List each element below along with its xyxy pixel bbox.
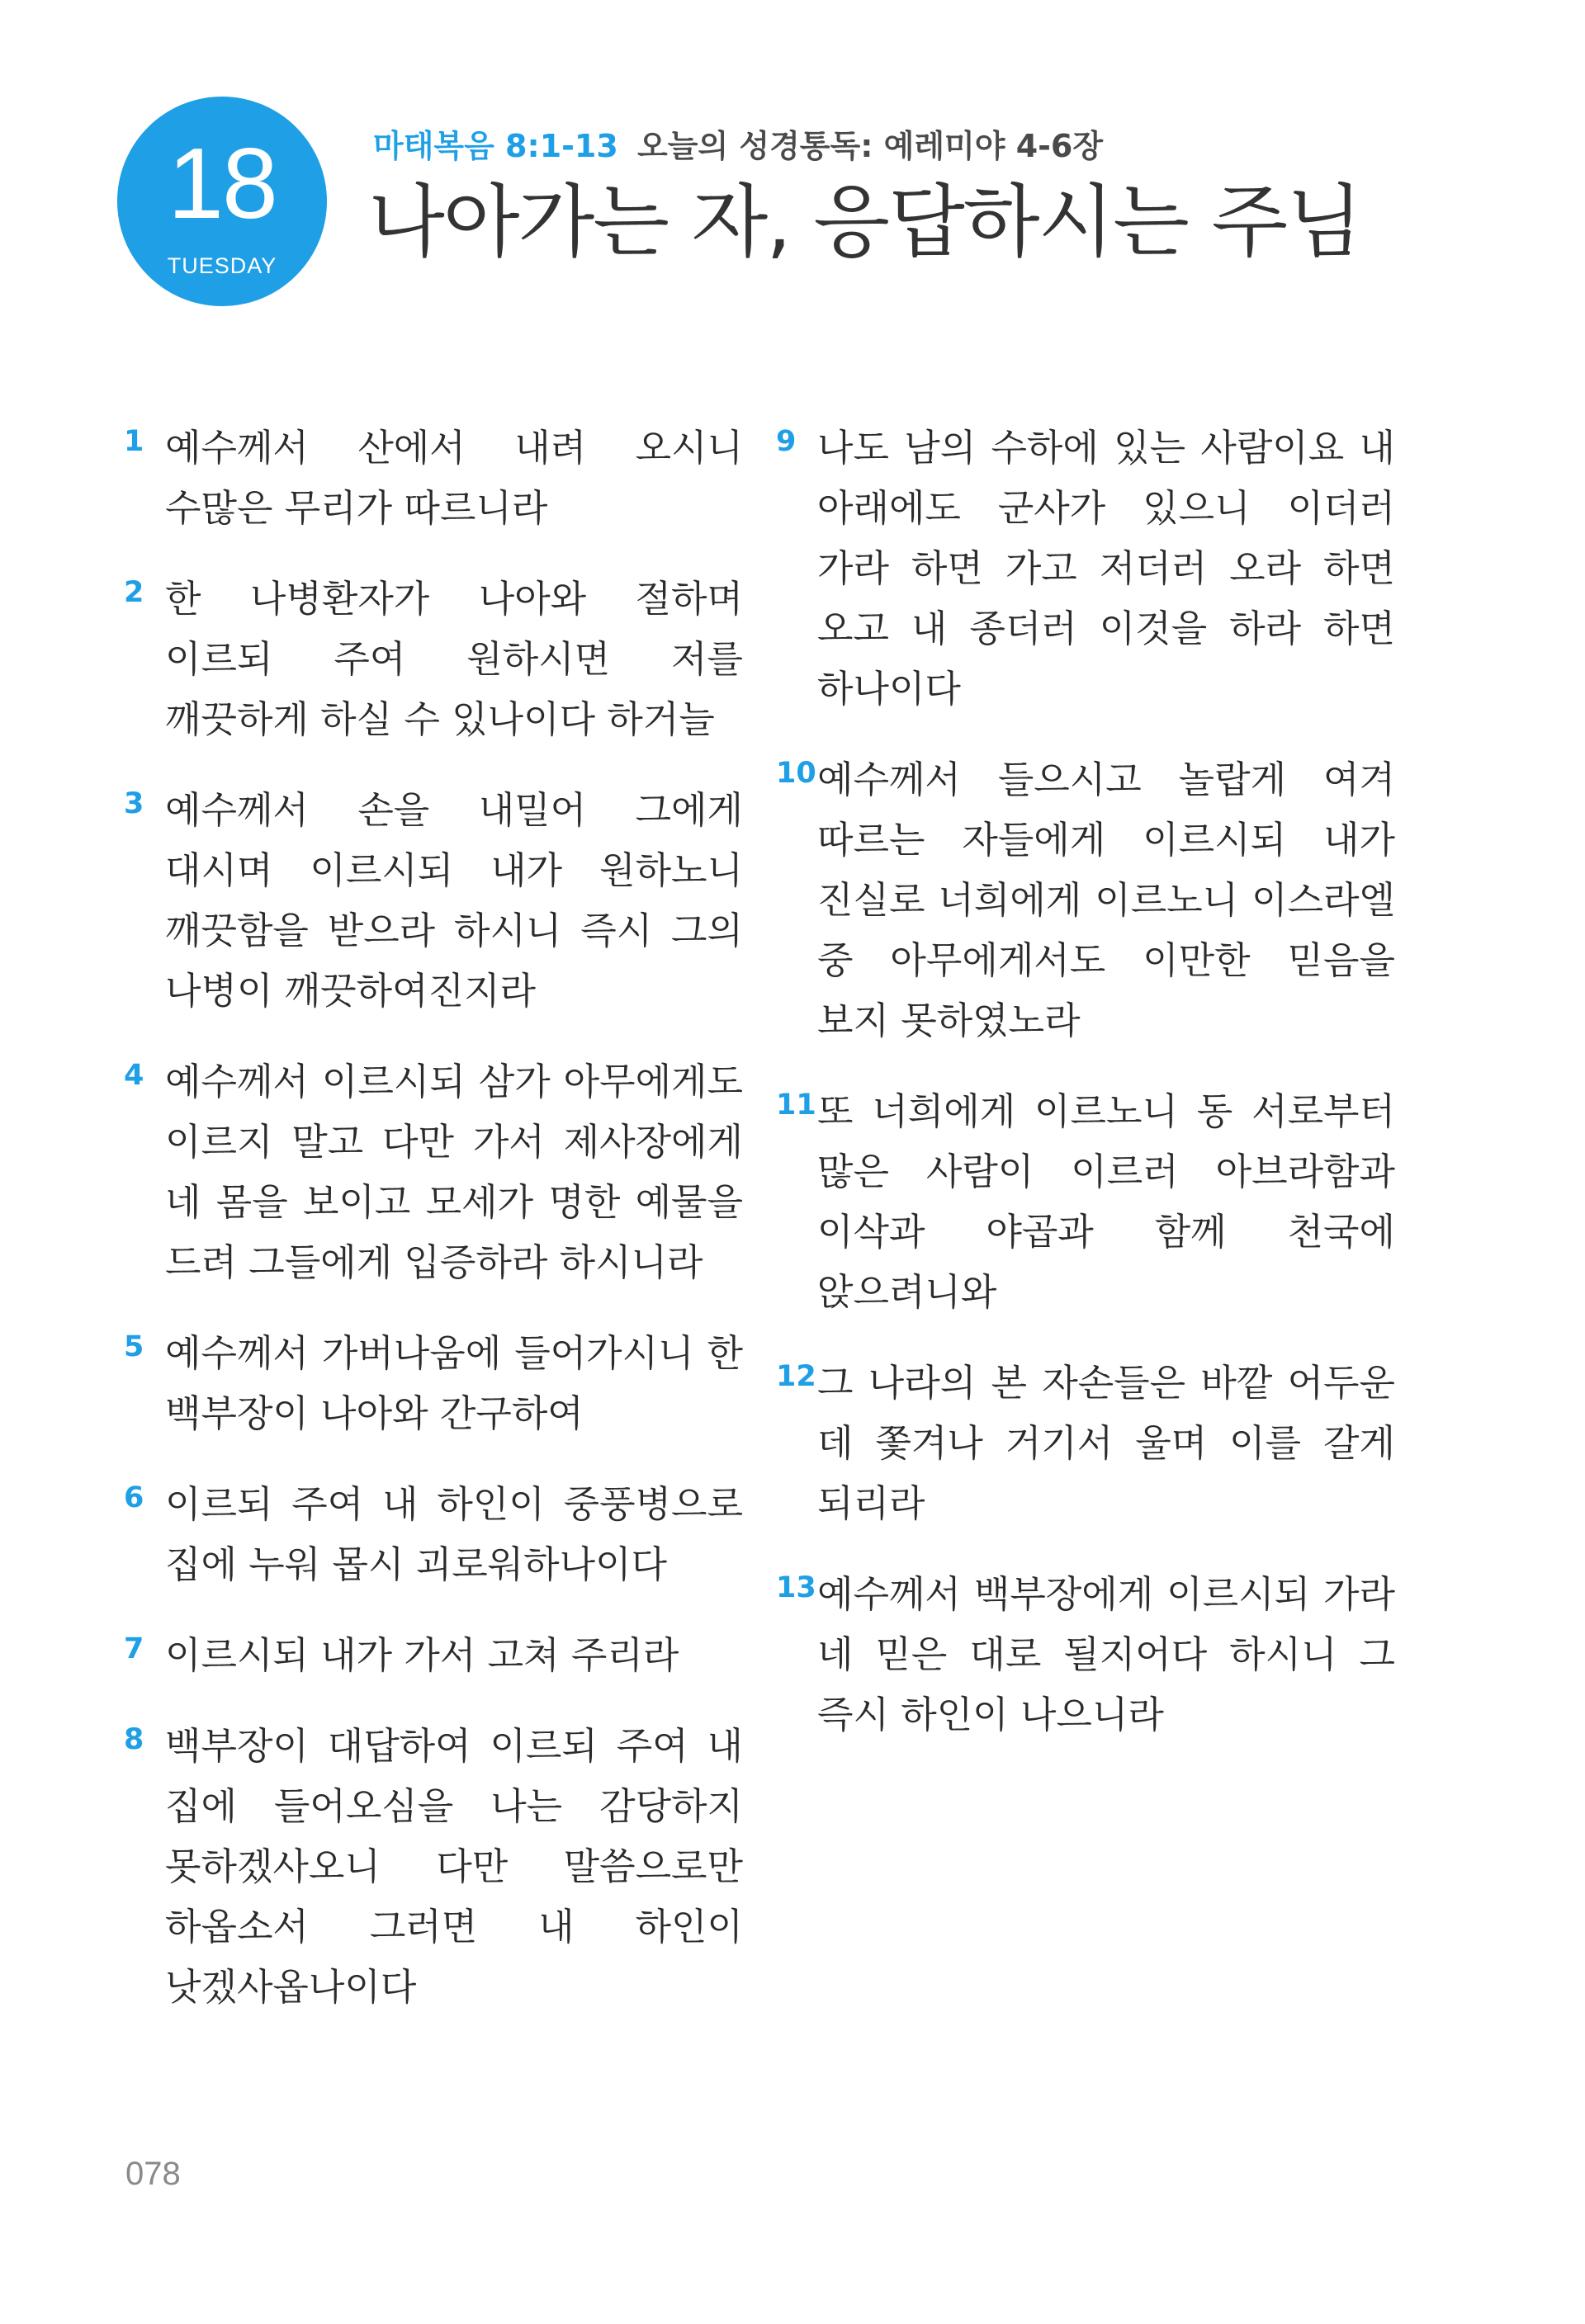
verse-text: 예수께서 산에서 내려 오시니 수많은 무리가 따르니라 bbox=[165, 426, 743, 530]
verse-5 bbox=[124, 1323, 743, 1443]
date-badge bbox=[117, 97, 327, 306]
verse-number: 2 bbox=[124, 576, 144, 609]
verse-number: 3 bbox=[124, 787, 144, 820]
verse-8 bbox=[124, 1716, 743, 2017]
verse-text: 또 너희에게 이르노니 동 서로부터 많은 사람이 이르러 아브라함과 이삭과 야곱과 함께 천국에 앉으려니와 bbox=[817, 1089, 1395, 1314]
verse-text: 예수께서 가버나움에 들어가시니 한 백부장이 나아와 간구하여 bbox=[165, 1331, 743, 1435]
date-day: 18 bbox=[168, 127, 277, 239]
verse-10 bbox=[776, 749, 1395, 1051]
verse-text: 이르시되 내가 가서 고쳐 주리라 bbox=[165, 1633, 679, 1677]
verse-6 bbox=[124, 1474, 743, 1594]
verse-9 bbox=[776, 418, 1395, 719]
verse-1 bbox=[124, 418, 743, 538]
verse-number: 8 bbox=[124, 1723, 144, 1756]
verse-text: 나도 남의 수하에 있는 사람이요 내 아래에도 군사가 있으니 이더러 가라 하면 가고 저더러 오라 하면 오고 내 종더러 이것을 하라 하면 하나이다 bbox=[817, 426, 1395, 711]
verse-4 bbox=[124, 1051, 743, 1292]
scripture-reference: 마태복음 8:1-13 bbox=[373, 128, 618, 164]
verses-column-left bbox=[124, 418, 743, 2048]
verse-number: 7 bbox=[124, 1632, 144, 1665]
page-title: 나아가는 자, 응답하시는 주님 bbox=[368, 176, 1361, 268]
verse-number: 12 bbox=[776, 1360, 816, 1393]
verse-number: 10 bbox=[776, 757, 816, 790]
verse-number: 6 bbox=[124, 1481, 144, 1514]
verse-11 bbox=[776, 1081, 1395, 1322]
verse-number: 9 bbox=[776, 425, 797, 458]
verse-2 bbox=[124, 569, 743, 749]
verse-text: 예수께서 백부장에게 이르시되 가라 네 믿은 대로 될지어다 하시니 그 즉시 하인이 나으니라 bbox=[817, 1572, 1395, 1736]
verse-text: 그 나라의 본 자손들은 바깥 어두운 데 쫓겨나 거기서 울며 이를 갈게 되리라 bbox=[817, 1361, 1395, 1525]
verse-number: 4 bbox=[124, 1059, 144, 1092]
verse-number: 11 bbox=[776, 1089, 816, 1122]
date-weekday: TUESDAY bbox=[167, 253, 277, 278]
verse-7 bbox=[124, 1625, 743, 1685]
verse-number: 5 bbox=[124, 1330, 144, 1363]
verse-12 bbox=[776, 1353, 1395, 1533]
verses-column-right bbox=[776, 418, 1395, 1775]
verse-number: 1 bbox=[124, 425, 144, 458]
verse-number: 13 bbox=[776, 1571, 816, 1604]
reading-plan: 오늘의 성경통독: 예레미야 4-6장 bbox=[637, 128, 1104, 164]
verse-text: 이르되 주여 내 하인이 중풍병으로 집에 누워 몹시 괴로워하나이다 bbox=[165, 1482, 743, 1586]
page-number: 078 bbox=[125, 2156, 181, 2192]
subtitle bbox=[373, 125, 1103, 167]
verse-text: 예수께서 이르시되 삼가 아무에게도 이르지 말고 다만 가서 제사장에게 네 몸을 보이고 모세가 명한 예물을 드려 그들에게 입증하라 하시니라 bbox=[165, 1060, 743, 1284]
verse-13 bbox=[776, 1564, 1395, 1745]
verse-3 bbox=[124, 780, 743, 1021]
verse-text: 예수께서 손을 내밀어 그에게 대시며 이르시되 내가 원하노니 깨끗함을 받으라 하시니 즉시 그의 나병이 깨끗하여진지라 bbox=[165, 788, 743, 1013]
verse-text: 예수께서 들으시고 놀랍게 여겨 따르는 자들에게 이르시되 내가 진실로 너희에게 이르노니 이스라엘 중 아무에게서도 이만한 믿음을 보지 못하였노라 bbox=[817, 758, 1395, 1042]
verse-text: 백부장이 대답하여 이르되 주여 내 집에 들어오심을 나는 감당하지 못하겠사오니 다만 말씀으로만 하옵소서 그러면 내 하인이 낫겠사옵나이다 bbox=[165, 1724, 743, 2009]
verse-text: 한 나병환자가 나아와 절하며 이르되 주여 원하시면 저를 깨끗하게 하실 수 있나이다 하거늘 bbox=[165, 577, 743, 741]
